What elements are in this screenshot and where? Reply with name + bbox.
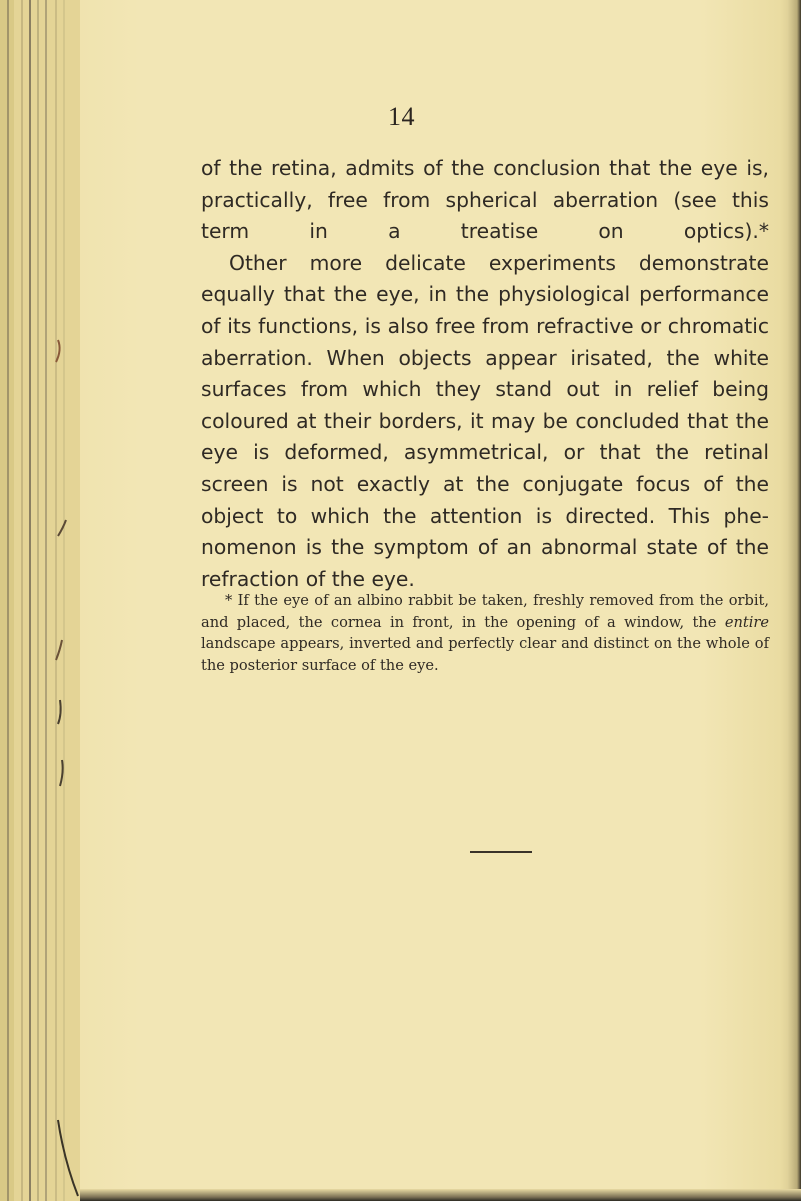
footnote-text-before: If the eye of an albino rabbit be taken, freshly removed from the orbit, and placed, the cornea in front, in the opening of a window, the — [201, 592, 770, 631]
footnote-emphasis: entire — [724, 613, 769, 631]
page-right-edge — [787, 0, 801, 1201]
footnote-text — [201, 590, 769, 676]
page-number: 14 — [388, 102, 415, 131]
page-bottom-edge — [80, 1189, 801, 1201]
footnote — [201, 590, 769, 676]
page-binding-edge — [0, 0, 80, 1201]
section-end-rule — [470, 851, 532, 853]
footnote-marker: * — [225, 592, 233, 609]
body-text — [201, 153, 769, 595]
paragraph-refraction: Other more delicate experiments demonstrate equally that the eye, in the physiological performance of its functions, is also free from refractive or chromatic aberration. When objects appear irisated, the white surfaces from which they stand out in relief being coloured at their borders, it may be concluded that the eye is deformed, asymmetrical, or that the retinal screen is not exactly at the conjugate focus of the object to which the attention is directed. This phe-nomenon is the symptom of an abnormal state of the refraction of the eye. — [201, 250, 769, 591]
footnote-text-after: landscape appears, inverted and perfectly clear and distinct on the whole of the posterior surface of the eye. — [201, 635, 769, 674]
paragraph-continuation: of the retina, admits of the conclusion that the eye is, practically, free from spherical aberration (see this term in a treatise on optics).* — [201, 156, 769, 244]
